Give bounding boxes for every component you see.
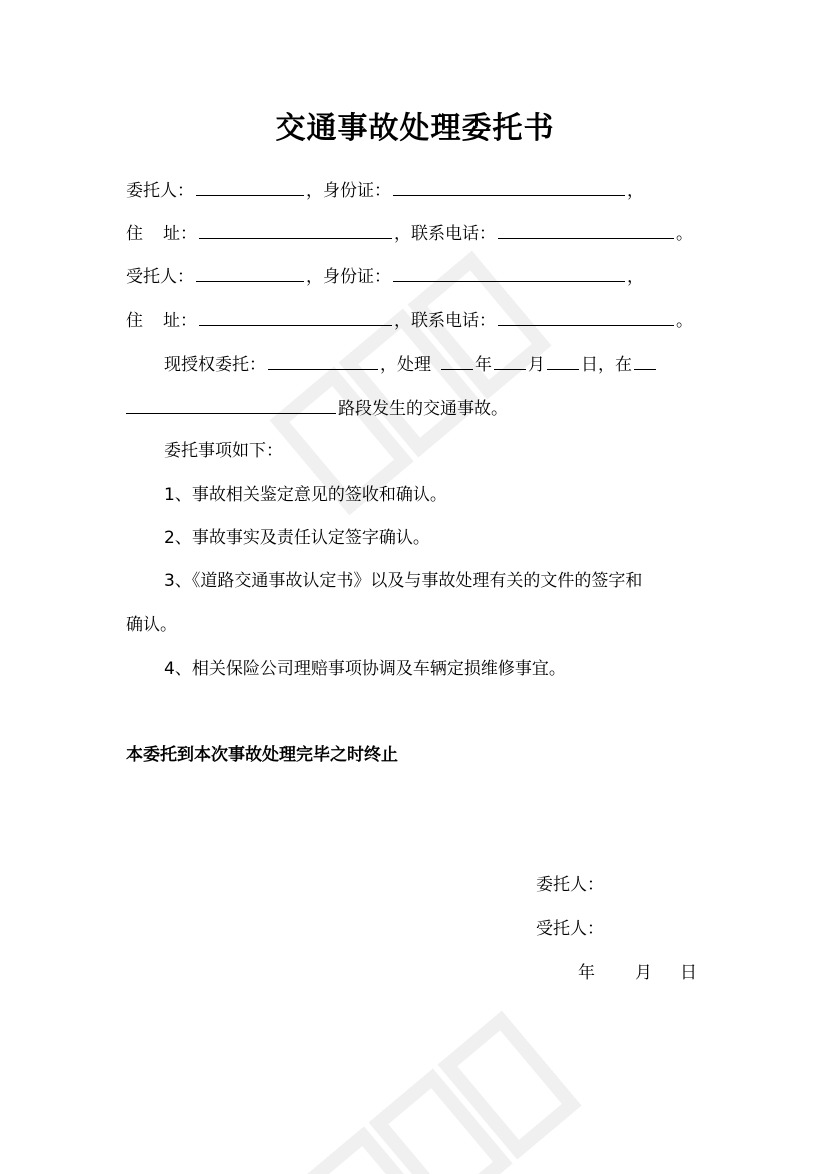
authorized-matter-blank[interactable]	[268, 351, 378, 370]
location-blank-start[interactable]	[634, 351, 656, 370]
year-blank[interactable]	[441, 351, 473, 370]
item-4: 4、相关保险公司理赔事项协调及车辆定损维修事宜。	[164, 659, 566, 679]
client-id-label: ，身份证：	[306, 181, 391, 201]
road-line	[126, 395, 508, 421]
client-address-end: 。	[676, 224, 693, 244]
item-2: 2、事故事实及责任认定签字确认。	[164, 528, 430, 548]
signature-date	[578, 961, 697, 985]
client-address-label-2: 址：	[163, 224, 197, 244]
authorization-handle: ，处理	[380, 355, 431, 375]
agent-phone-label: ，联系电话：	[394, 311, 496, 331]
signature-client: 委托人：	[536, 875, 604, 895]
agent-id-end: ，	[627, 267, 644, 287]
road-segment-blank[interactable]	[126, 395, 336, 414]
items-header: 委托事项如下：	[164, 441, 283, 461]
agent-address-label-2: 址：	[163, 311, 197, 331]
client-phone-label: ，联系电话：	[394, 224, 496, 244]
agent-address-label-1: 住	[126, 311, 143, 331]
item-3: 3、《道路交通事故认定书》以及与事故处理有关的文件的签字和	[164, 571, 643, 591]
day-blank[interactable]	[547, 351, 579, 370]
termination-statement: 本委托到本次事故处理完毕之时终止	[126, 745, 398, 765]
agent-id-blank[interactable]	[393, 263, 625, 282]
authorization-line	[164, 351, 658, 377]
agent-id-label: ，身份证：	[306, 267, 391, 287]
authorization-year: 年	[475, 355, 492, 375]
document-title: 交通事故处理委托书	[275, 111, 555, 146]
client-label: 委托人：	[126, 181, 194, 201]
agent-address-end: 。	[676, 311, 693, 331]
agent-phone-blank[interactable]	[498, 307, 674, 326]
authorization-month: 月	[528, 355, 545, 375]
item-1: 1、事故相关鉴定意见的签收和确认。	[164, 485, 447, 505]
client-address-label-1: 住	[126, 224, 143, 244]
client-line	[126, 177, 644, 203]
agent-address-line	[126, 307, 693, 333]
client-name-blank[interactable]	[196, 177, 304, 196]
signature-day: 日	[680, 963, 697, 983]
month-blank[interactable]	[494, 351, 526, 370]
signature-year: 年	[578, 963, 595, 983]
agent-address-blank[interactable]	[199, 307, 392, 326]
client-address-line	[126, 220, 693, 246]
authorization-label: 现授权委托：	[164, 355, 266, 375]
client-id-end: ，	[627, 181, 644, 201]
authorization-day: 日，在	[581, 355, 632, 375]
client-id-blank[interactable]	[393, 177, 625, 196]
agent-line	[126, 263, 644, 289]
signature-month: 月	[635, 963, 652, 983]
agent-label: 受托人：	[126, 267, 194, 287]
agent-name-blank[interactable]	[196, 263, 304, 282]
road-text: 路段发生的交通事故。	[338, 399, 508, 419]
client-address-blank[interactable]	[199, 220, 392, 239]
client-phone-blank[interactable]	[498, 220, 674, 239]
item-3-continued: 确认。	[126, 615, 177, 635]
signature-agent: 受托人：	[536, 919, 604, 939]
